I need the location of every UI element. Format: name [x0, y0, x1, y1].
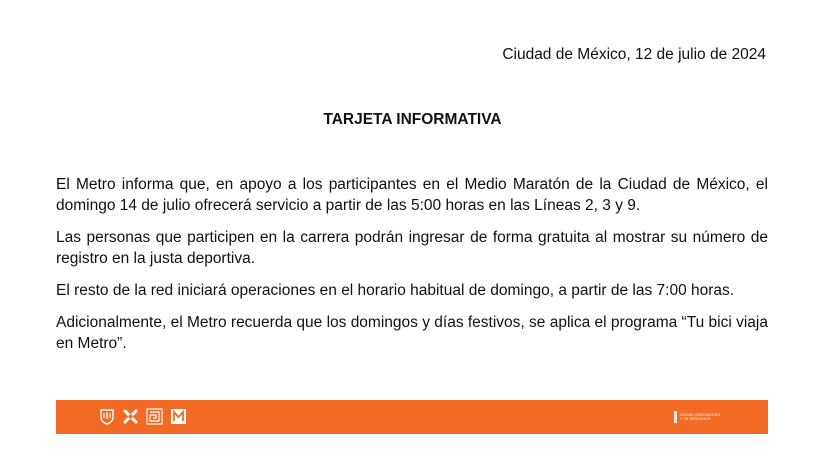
footer-logos: [98, 408, 187, 425]
maze-emblem-icon: [146, 408, 163, 425]
paragraph: El resto de la red iniciará operaciones en el horario habitual de domingo, a partir de las 7:00 horas.: [56, 282, 735, 299]
brand-line: CIUDAD INNOVADORA: [679, 413, 720, 417]
brand-text: [680, 413, 720, 421]
brand-line: Y DE DERECHOS: [679, 417, 711, 421]
date-line: Ciudad de México, 12 de julio de 2024: [502, 46, 766, 63]
paragraph: Adicionalmente, el Metro recuerda que los domingos y días festivos, se aplica el programa “Tu bici viaja en Metro”.: [56, 314, 768, 352]
document-body: [56, 174, 768, 365]
document-title: TARJETA INFORMATIVA: [323, 111, 502, 128]
crossed-x-icon: [122, 408, 139, 425]
brand-mark-icon: [674, 411, 677, 423]
metro-logo-icon: [170, 408, 187, 425]
paragraph: El Metro informa que, en apoyo a los participantes en el Medio Maratón de la Ciudad de México, el domingo 14 de julio ofrecerá servicio a partir de las 5:00 horas en las Líneas 2, 3 y 9.: [56, 176, 768, 214]
cdmx-shield-icon: [98, 408, 115, 425]
paragraph: Las personas que participen en la carrera podrán ingresar de forma gratuita al mostrar su número de registro en la justa deportiva.: [56, 229, 768, 267]
footer-banner: [56, 400, 768, 434]
footer-brand: [674, 411, 720, 423]
